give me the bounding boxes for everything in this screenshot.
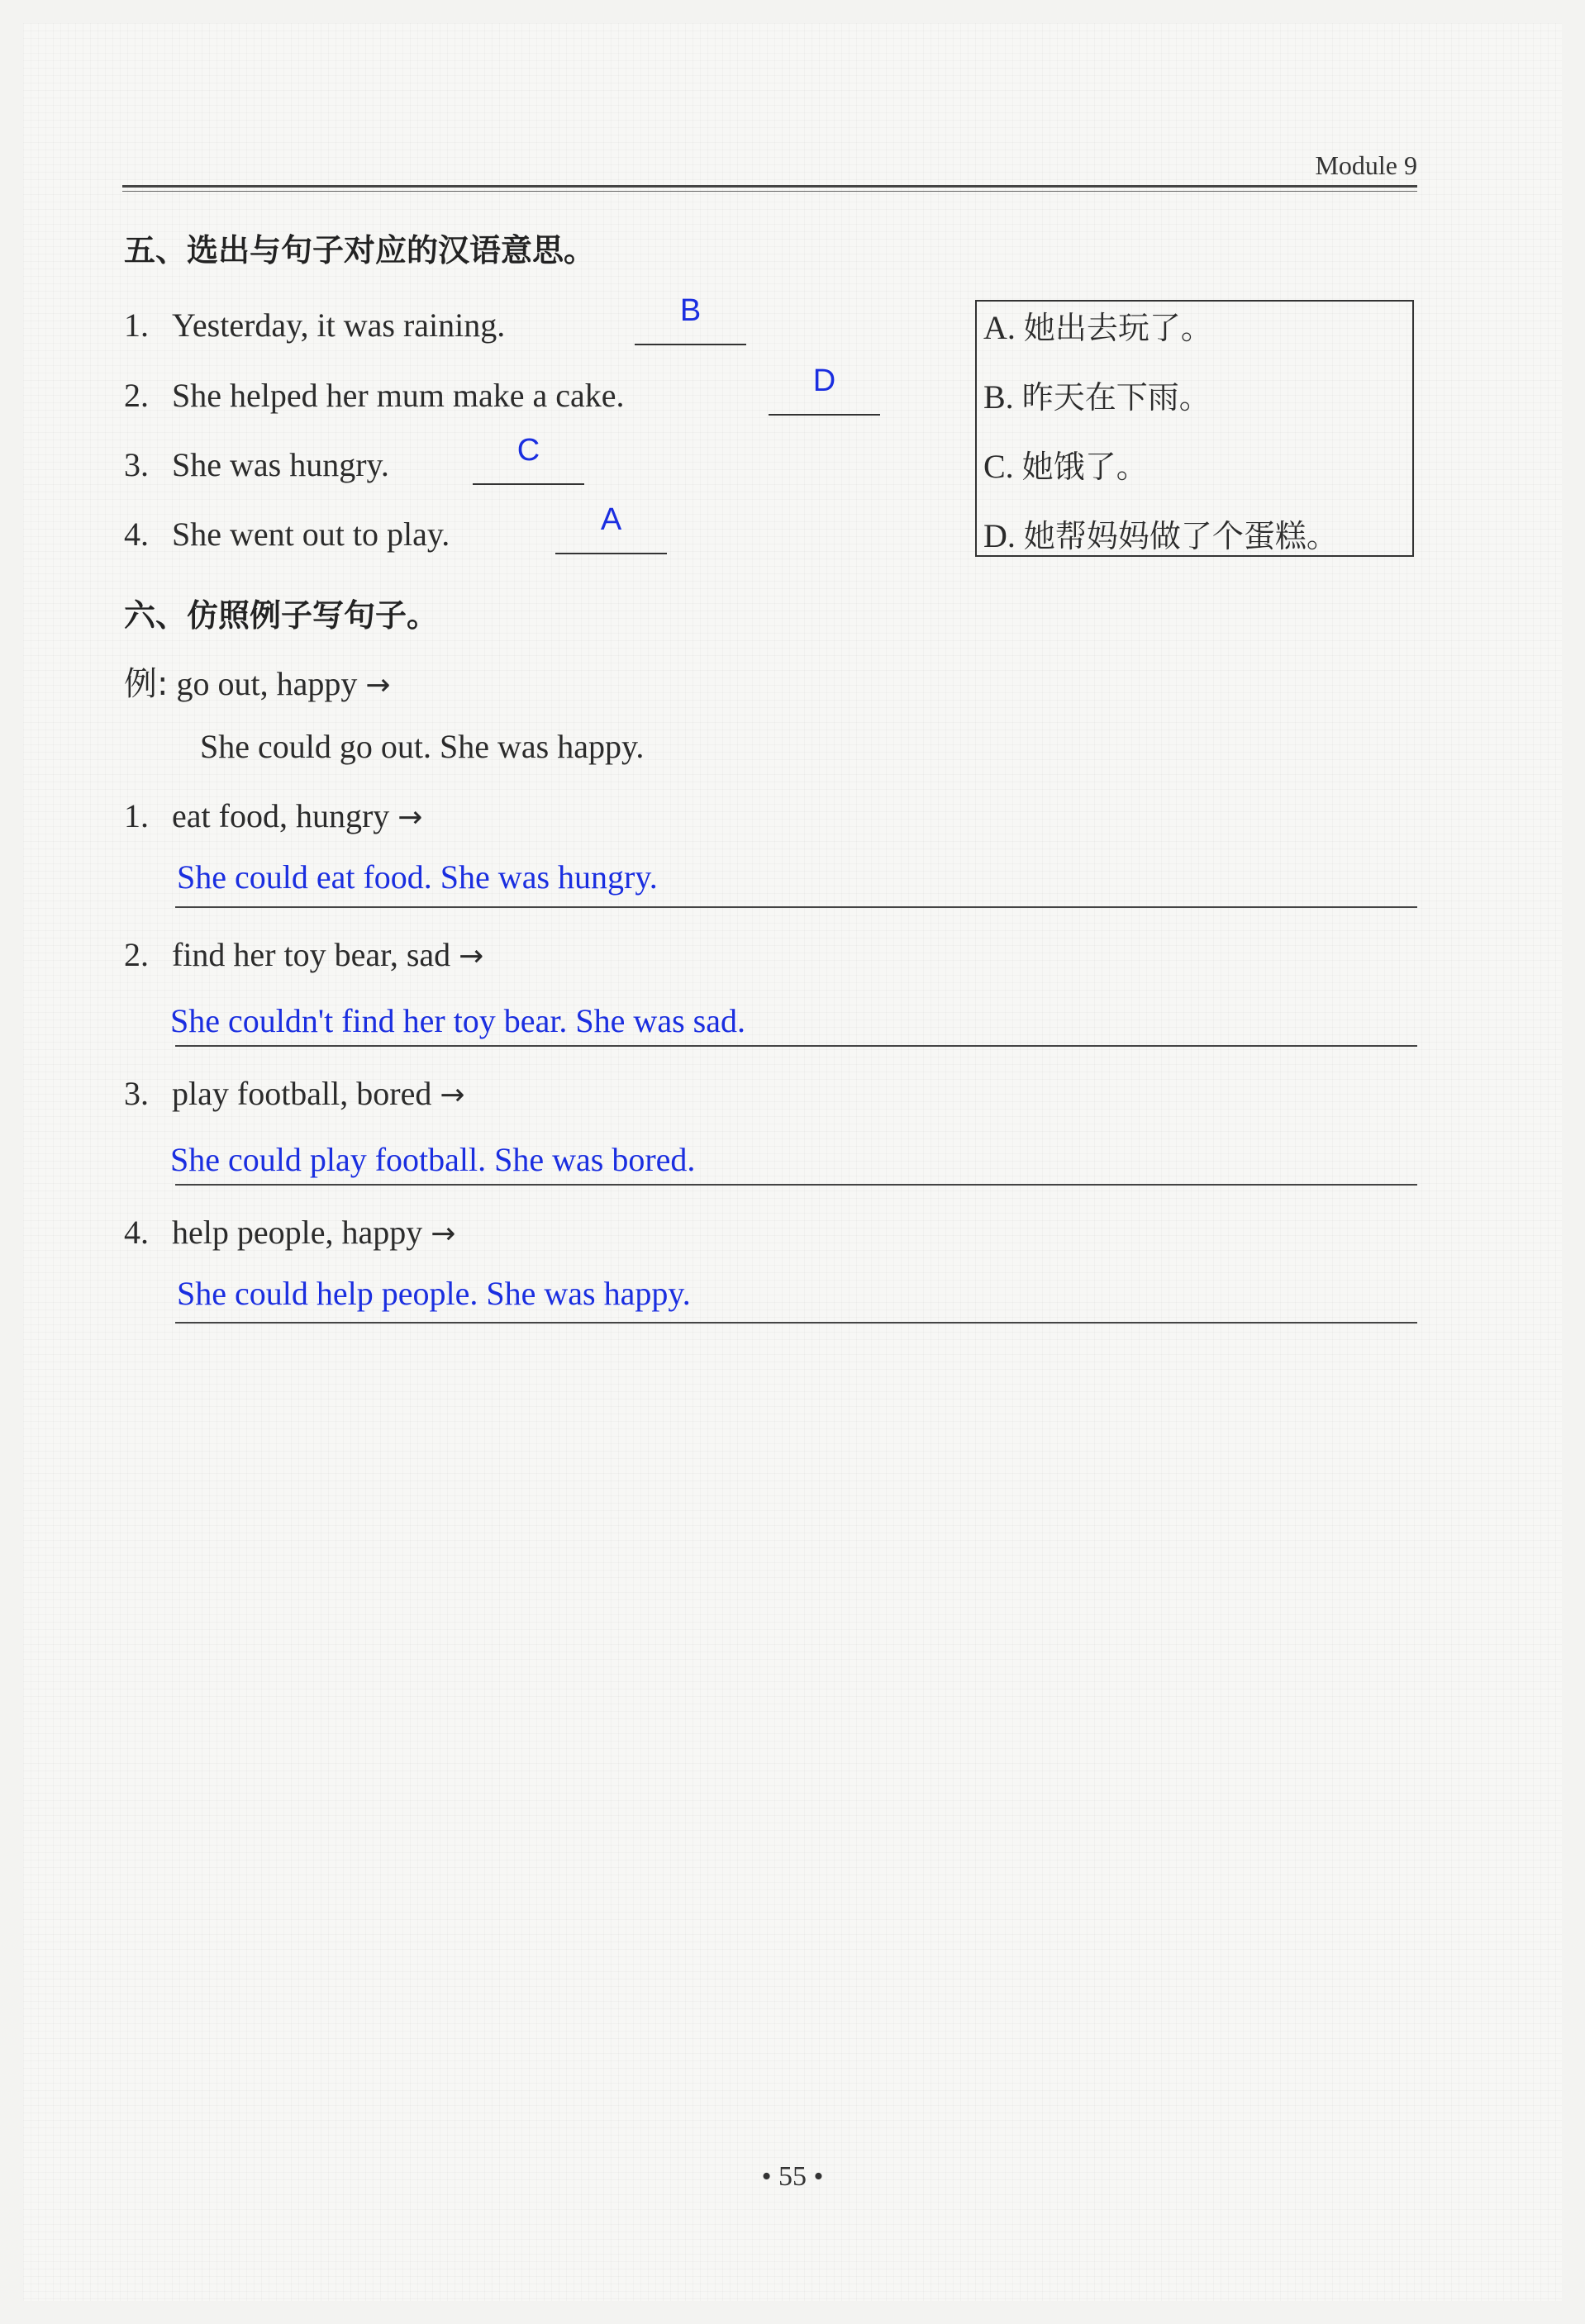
- header-rule-thin: [122, 191, 1417, 192]
- match-item-1-number: 1.: [124, 307, 149, 344]
- option-c: [983, 441, 1148, 487]
- match-item-3-text: She was hungry.: [172, 446, 389, 483]
- match-item-3-number: 3.: [124, 446, 149, 483]
- section-6-title: 六、仿照例子写句子。: [124, 597, 439, 634]
- match-item-3: [124, 445, 389, 484]
- option-a-text: 她出去玩了。: [1023, 310, 1212, 346]
- option-b-letter: B.: [983, 378, 1014, 416]
- match-item-2: [124, 376, 625, 415]
- write-item-2-line[interactable]: [175, 1045, 1417, 1047]
- arrow-icon: →: [365, 668, 391, 702]
- match-item-4-number: 4.: [124, 516, 149, 553]
- write-item-4-answer: She could help people. She was happy.: [177, 1275, 691, 1312]
- section-5-title: 五、选出与句子对应的汉语意思。: [124, 232, 596, 269]
- write-item-1: [124, 796, 422, 835]
- arrow-icon: →: [459, 939, 484, 973]
- match-item-1-answer: B: [679, 293, 702, 328]
- match-item-2-text: She helped her mum make a cake.: [172, 377, 625, 414]
- match-item-4-text: She went out to play.: [172, 516, 450, 553]
- write-item-3-line[interactable]: [175, 1184, 1417, 1186]
- write-item-2-answer: She couldn't find her toy bear. She was sad.: [170, 1002, 745, 1039]
- write-item-1-line[interactable]: [175, 906, 1417, 908]
- arrow-icon: →: [431, 1217, 456, 1251]
- write-item-3-prompt: play football, bored: [172, 1075, 432, 1112]
- option-c-letter: C.: [983, 448, 1014, 485]
- write-item-3-answer: She could play football. She was bored.: [170, 1141, 696, 1178]
- option-b: [983, 372, 1211, 417]
- match-item-3-answer: C: [516, 433, 540, 468]
- write-item-3-number: 3.: [124, 1075, 149, 1112]
- option-d-letter: D.: [983, 517, 1016, 554]
- write-item-2: [124, 935, 483, 974]
- write-item-3: [124, 1074, 465, 1113]
- write-item-4-line[interactable]: [175, 1322, 1417, 1324]
- example-prompt-text: go out, happy: [176, 665, 358, 702]
- write-item-2-prompt: find her toy bear, sad: [172, 936, 451, 973]
- write-item-4: [124, 1213, 455, 1252]
- option-a: [983, 302, 1212, 348]
- match-item-1-text: Yesterday, it was raining.: [172, 307, 506, 344]
- match-item-1: [124, 306, 505, 345]
- option-c-text: 她饿了。: [1021, 449, 1148, 485]
- running-head-module: Module 9: [1315, 150, 1417, 180]
- match-item-4-answer: A: [600, 502, 622, 537]
- page-number: • 55 •: [761, 2161, 824, 2192]
- match-item-4: [124, 515, 450, 554]
- example-prompt: [124, 658, 391, 705]
- option-d-text: 她帮妈妈做了个蛋糕。: [1023, 518, 1338, 554]
- arrow-icon: →: [397, 801, 423, 834]
- option-b-text: 昨天在下雨。: [1021, 379, 1211, 416]
- header-rule: [122, 185, 1417, 188]
- write-item-4-prompt: help people, happy: [172, 1214, 423, 1251]
- example-sentence: She could go out. She was happy.: [200, 728, 645, 765]
- write-item-2-number: 2.: [124, 936, 149, 973]
- option-d: [983, 511, 1338, 556]
- arrow-icon: →: [440, 1078, 465, 1112]
- option-a-letter: A.: [983, 309, 1016, 346]
- match-item-2-answer: D: [812, 364, 836, 398]
- example-label: 例:: [124, 665, 169, 703]
- match-item-2-number: 2.: [124, 377, 149, 414]
- write-item-1-prompt: eat food, hungry: [172, 797, 390, 834]
- write-item-1-answer: She could eat food. She was hungry.: [177, 858, 658, 896]
- write-item-4-number: 4.: [124, 1214, 149, 1251]
- write-item-1-number: 1.: [124, 797, 149, 834]
